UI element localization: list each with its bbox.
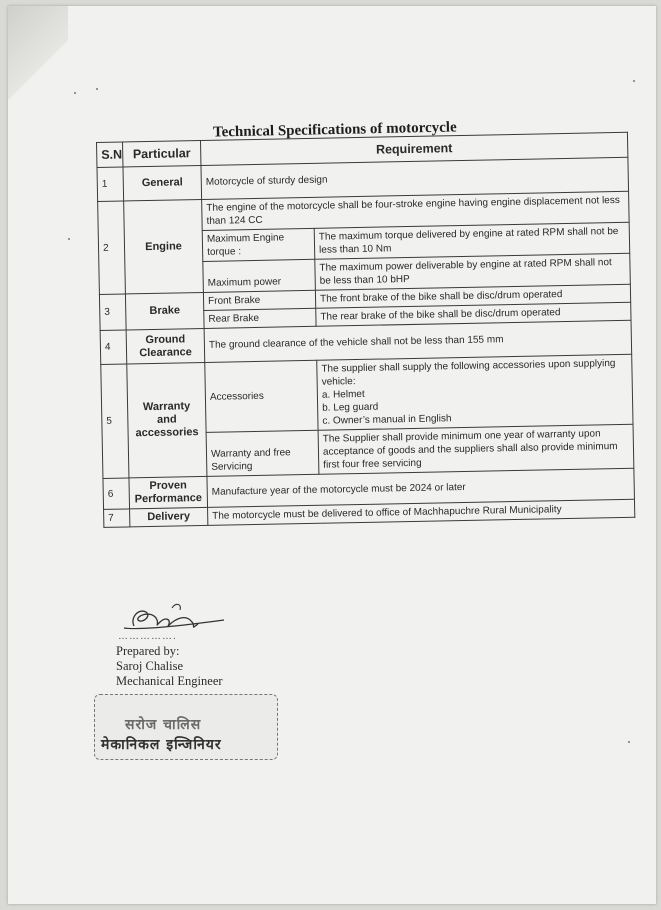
- header-requirement: Requirement: [200, 132, 627, 165]
- header-particular: Particular: [123, 140, 201, 166]
- particular-cell: Warranty and accessories: [127, 362, 207, 477]
- requirement-cell: Manufacture year of the motorcycle must be 2024 or later: [207, 468, 635, 507]
- sn-cell: 4: [100, 330, 127, 364]
- scan-speck: [96, 88, 98, 90]
- list-item: c. Owner’s manual in English: [322, 413, 452, 427]
- official-stamp: [94, 694, 278, 760]
- sub-value-cell: The front brake of the bike shall be disc/drum operated: [315, 284, 630, 308]
- particular-cell: Ground Clearance: [126, 328, 205, 363]
- stamp-designation: मेकानिकल इन्जिनियर: [101, 737, 222, 753]
- particular-cell: Delivery: [130, 507, 208, 526]
- stamp-name: सरोज चालिस: [125, 717, 202, 733]
- sn-cell: 1: [97, 167, 124, 201]
- scan-speck: [68, 238, 70, 240]
- table-row-warranty: [101, 354, 633, 434]
- folded-corner: [8, 6, 68, 116]
- sub-label-cell: Maximum Engine torque :: [202, 228, 315, 261]
- sub-label-cell: Accessories: [205, 360, 318, 432]
- prepared-block: [116, 644, 223, 689]
- list-item: a. Helmet: [321, 388, 365, 401]
- particular-cell: Proven Performance: [129, 476, 208, 508]
- particular-cell: General: [123, 165, 202, 200]
- requirement-cell: The engine of the motorcycle shall be four-stroke engine having engine displacement not less than 124 CC: [202, 191, 630, 230]
- requirement-cell: The ground clearance of the vehicle shall not be less than 155 mm: [204, 320, 632, 362]
- scan-speck: [633, 80, 635, 82]
- particular-cell: Engine: [124, 199, 204, 293]
- document-page: [8, 6, 656, 904]
- sn-cell: 2: [98, 201, 126, 294]
- spec-table-wrapper: [96, 132, 635, 528]
- requirement-cell: Motorcycle of sturdy design: [201, 157, 629, 199]
- scan-speck: [74, 92, 76, 94]
- accessories-cell: [317, 354, 633, 430]
- prepared-by-label: Prepared by:: [116, 644, 180, 658]
- requirement-cell: The motorcycle must be delivered to office of Machhapuchre Rural Municipality: [208, 499, 635, 525]
- preparer-name: Saroj Chalise: [116, 659, 184, 673]
- sub-label-cell: Warranty and free Servicing: [206, 430, 319, 476]
- sub-label-cell: Maximum power: [203, 259, 316, 292]
- sn-cell: 7: [104, 509, 130, 527]
- list-item: b. Leg guard: [322, 401, 379, 414]
- header-sn: S.N: [97, 142, 123, 167]
- sub-value-cell: The rear brake of the bike shall be disc/drum operated: [316, 302, 631, 326]
- sub-label-cell: Rear Brake: [204, 308, 316, 328]
- scan-speck: [628, 741, 630, 743]
- accessories-intro: The supplier shall supply the following accessories upon supplying vehicle:: [321, 358, 616, 388]
- sn-cell: 3: [99, 294, 126, 330]
- signature-dots: …………….: [118, 631, 177, 642]
- particular-cell: Brake: [125, 292, 204, 329]
- sn-cell: 5: [101, 364, 129, 478]
- sn-cell: 6: [103, 478, 130, 509]
- sub-value-cell: The maximum power deliverable by engine at rated RPM shall not be less than 10 bHP: [315, 253, 631, 290]
- spec-table: [96, 132, 635, 528]
- preparer-designation: Mechanical Engineer: [116, 674, 223, 688]
- sub-value-cell: The Supplier shall provide minimum one year of warranty upon acceptance of goods and the suppliers shall also provide minimum first four free servicing: [318, 424, 634, 474]
- sub-value-cell: The maximum torque delivered by engine at rated RPM shall not be less than 10 Nm: [314, 222, 630, 259]
- sub-label-cell: Front Brake: [203, 290, 315, 310]
- document-title: Technical Specifications of motorcycle: [212, 119, 457, 141]
